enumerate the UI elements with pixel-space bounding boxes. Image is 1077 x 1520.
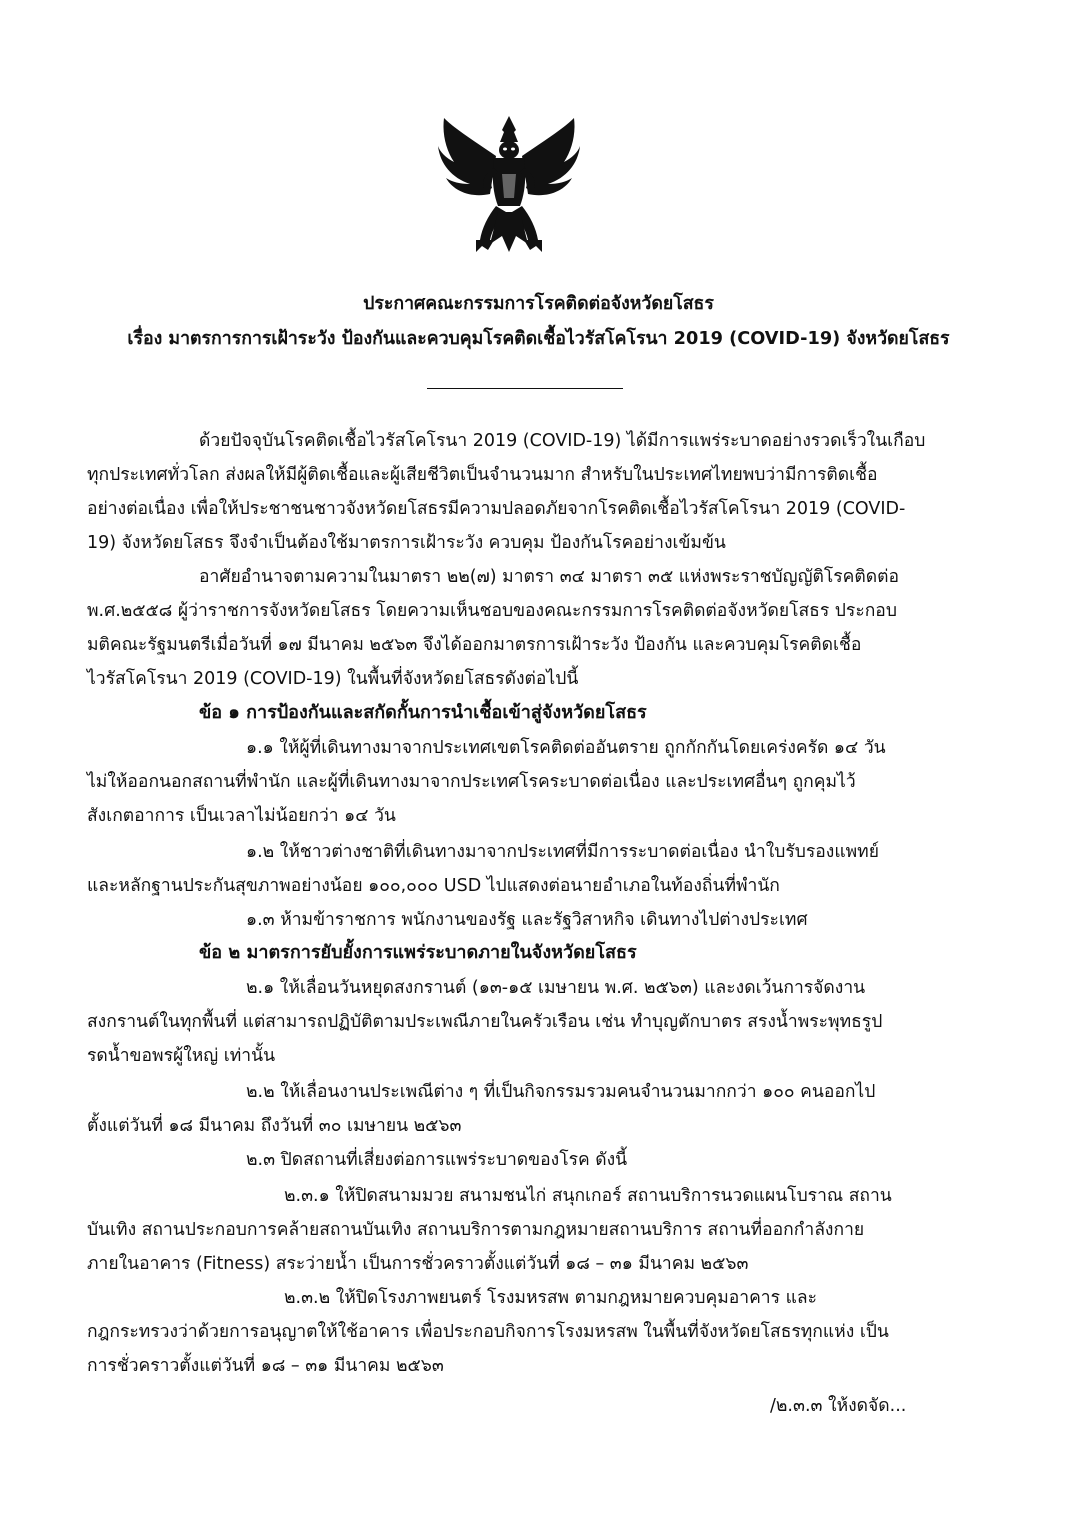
paragraph-line: บันเทิง สถานประกอบการคล้ายสถานบันเทิง สถานบริการตามกฎหมายสถานบริการ สถานที่ออกกำลังกาย [87, 1220, 865, 1240]
paragraph-line: กฎกระทรวงว่าด้วยการอนุญาตให้ใช้อาคาร เพื่อประกอบกิจการโรงมหรสพ ในพื้นที่จังหวัดยโสธรทุกแห่ง เป็น [87, 1322, 889, 1342]
paragraph-line: ไม่ให้ออกนอกสถานที่พำนัก และผู้ที่เดินทางมาจากประเทศโรคระบาดต่อเนื่อง และประเทศอื่นๆ ถูกคุมไว้ [87, 772, 856, 792]
paragraph-line: ๒.๓.๑ ให้ปิดสนามมวย สนามชนไก่ สนุกเกอร์ สถานบริการนวดแผนโบราณ สถาน [284, 1186, 892, 1206]
paragraph-line: ๑.๒ ให้ชาวต่างชาติที่เดินทางมาจากประเทศที่มีการระบาดต่อเนื่อง นำใบรับรองแพทย์ [246, 842, 879, 862]
paragraph-line: อาศัยอำนาจตามความในมาตรา ๒๒(๗) มาตรา ๓๔ มาตรา ๓๕ แห่งพระราชบัญญัติโรคติดต่อ [199, 567, 899, 587]
garuda-emblem-icon [436, 112, 582, 262]
paragraph-line: ๒.๒ ให้เลื่อนงานประเพณีต่าง ๆ ที่เป็นกิจกรรมรวมคนจำนวนมากกว่า ๑๐๐ คนออกไป [246, 1082, 876, 1102]
paragraph-line: รดน้ำขอพรผู้ใหญ่ เท่านั้น [87, 1046, 276, 1066]
paragraph-line: ๑.๓ ห้ามข้าราชการ พนักงานของรัฐ และรัฐวิสาหกิจ เดินทางไปต่างประเทศ [246, 910, 808, 930]
paragraph-line: อย่างต่อเนื่อง เพื่อให้ประชาชนชาวจังหวัดยโสธรมีความปลอดภัยจากโรคติดเชื้อไวรัสโคโรนา 2019 (COVID- [87, 499, 906, 519]
paragraph-line: ทุกประเทศทั่วโลก ส่งผลให้มีผู้ติดเชื้อและผู้เสียชีวิตเป็นจำนวนมาก สำหรับในประเทศไทยพบว่ามีการติดเชื้อ [87, 465, 878, 485]
document-subject: เรื่อง มาตรการการเฝ้าระวัง ป้องกันและควบคุมโรคติดเชื้อไวรัสโคโรนา 2019 (COVID-19) จังหวัดยโสธร [127, 328, 950, 349]
paragraph-line: ๒.๑ ให้เลื่อนวันหยุดสงกรานต์ (๑๓-๑๕ เมษายน พ.ศ. ๒๕๖๓) และงดเว้นการจัดงาน [246, 978, 866, 998]
paragraph-line: และหลักฐานประกันสุขภาพอย่างน้อย ๑๐๐,๐๐๐ USD ไปแสดงต่อนายอำเภอในท้องถิ่นที่พำนัก [87, 876, 780, 896]
paragraph-line: ๑.๑ ให้ผู้ที่เดินทางมาจากประเทศเขตโรคติดต่ออันตราย ถูกกักกันโดยเคร่งครัด ๑๔ วัน [246, 738, 886, 758]
paragraph-line: สงกรานต์ในทุกพื้นที่ แต่สามารถปฏิบัติตามประเพณีภายในครัวเรือน เช่น ทำบุญตักบาตร สรงน้ำพระพุทธรูป [87, 1012, 883, 1032]
paragraph-line: การชั่วคราวตั้งแต่วันที่ ๑๘ – ๓๑ มีนาคม ๒๕๖๓ [87, 1356, 444, 1376]
section-heading: ข้อ ๒ มาตรการยับยั้งการแพร่ระบาดภายในจังหวัดยโสธร [199, 942, 637, 963]
paragraph-line: มติคณะรัฐมนตรีเมื่อวันที่ ๑๗ มีนาคม ๒๕๖๓ จึงได้ออกมาตรการเฝ้าระวัง ป้องกัน และควบคุมโรคติดเชื้อ [87, 635, 862, 655]
section-heading: ข้อ ๑ การป้องกันและสกัดกั้นการนำเชื้อเข้าสู่จังหวัดยโสธร [199, 702, 647, 723]
paragraph-line: สังเกตอาการ เป็นเวลาไม่น้อยกว่า ๑๔ วัน [87, 806, 396, 826]
heading-divider [427, 388, 623, 389]
paragraph-line: ภายในอาคาร (Fitness) สระว่ายน้ำ เป็นการชั่วคราวตั้งแต่วันที่ ๑๘ – ๓๑ มีนาคม ๒๕๖๓ [87, 1254, 749, 1274]
paragraph-line: ๒.๓ ปิดสถานที่เสี่ยงต่อการแพร่ระบาดของโรค ดังนี้ [246, 1150, 628, 1170]
paragraph-line: ตั้งแต่วันที่ ๑๘ มีนาคม ถึงวันที่ ๓๐ เมษายน ๒๕๖๓ [87, 1116, 462, 1136]
paragraph-line: ด้วยปัจจุบันโรคติดเชื้อไวรัสโคโรนา 2019 (COVID-19) ได้มีการแพร่ระบาดอย่างรวดเร็วในเกือบ [199, 431, 926, 451]
document-title: ประกาศคณะกรรมการโรคติดต่อจังหวัดยโสธร [363, 293, 714, 314]
paragraph-line: ๒.๓.๒ ให้ปิดโรงภาพยนตร์ โรงมหรสพ ตามกฎหมายควบคุมอาคาร และ [284, 1288, 817, 1308]
paragraph-line: 19) จังหวัดยโสธร จึงจำเป็นต้องใช้มาตรการเฝ้าระวัง ควบคุม ป้องกันโรคอย่างเข้มข้น [87, 533, 726, 553]
continuation-note: /๒.๓.๓ ให้งดจัด... [770, 1396, 907, 1416]
paragraph-line: ไวรัสโคโรนา 2019 (COVID-19) ในพื้นที่จังหวัดยโสธรดังต่อไปนี้ [87, 669, 579, 689]
paragraph-line: พ.ศ.๒๕๕๘ ผู้ว่าราชการจังหวัดยโสธร โดยความเห็นชอบของคณะกรรมการโรคติดต่อจังหวัดยโสธร ประกอบ [87, 601, 897, 621]
